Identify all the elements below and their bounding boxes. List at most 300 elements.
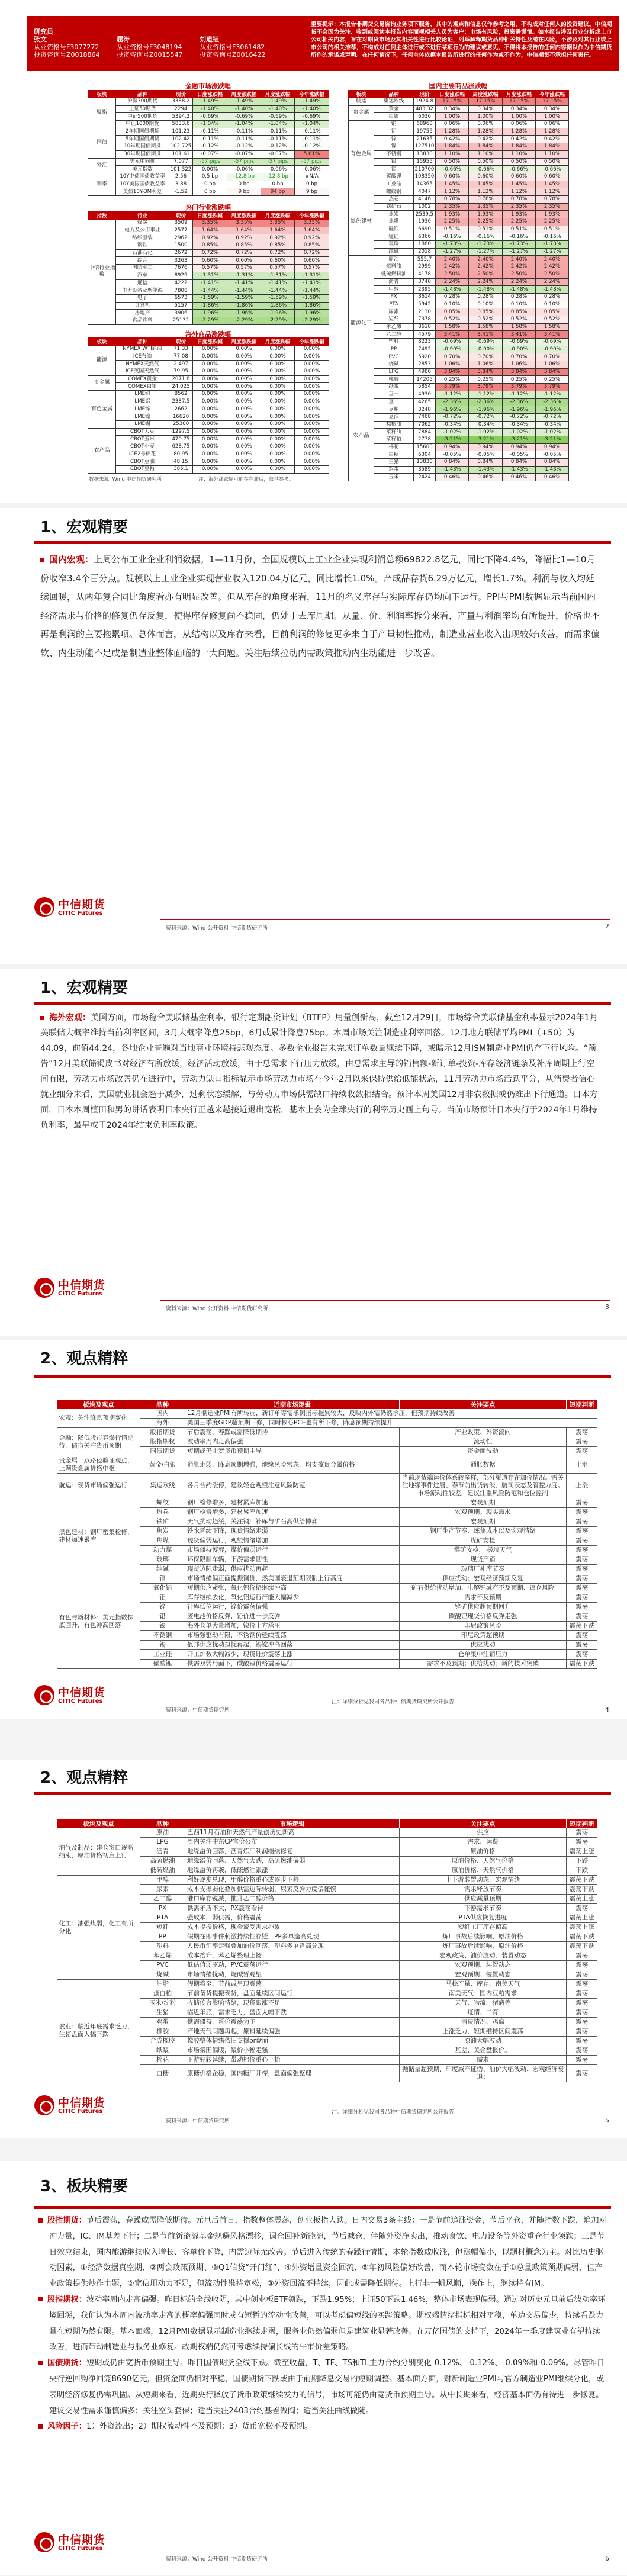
table-row [88,346,329,353]
name-cell: 沪深300期货 [116,98,169,106]
change-cell: 2.24% [436,278,469,286]
price-cell: 14365 [414,181,436,188]
focus-cell: 宏观预期 [400,1498,567,1508]
name-cell: 锰硅 [374,233,414,241]
name-cell: 钢铁 [116,242,169,250]
judgement-cell: 震荡 [567,1641,597,1650]
change-cell: 0.51% [436,226,469,233]
logic-cell: 短期或仍由宽货币预期主导 [185,1447,400,1456]
name-cell: 电子 [116,294,169,302]
change-cell: -0.05% [503,451,536,459]
change-cell: -1.44% [261,287,295,295]
group-cell: 农产品 [88,428,116,473]
paragraph-bond-futures [38,2356,607,2419]
table-row [349,339,569,346]
price-cell: 80.95 [169,451,193,458]
page-number: 2 [605,922,609,930]
change-cell: 0.00% [227,420,261,428]
price-cell: 8929 [169,272,193,279]
focus-cell: 短纤工厂库存偏高 [400,1923,567,1932]
focus-cell: 流动性 [400,1437,567,1447]
change-cell: 0.00% [295,420,329,428]
change-cell: 2.50% [469,271,503,278]
name-cell: CBOT大豆 [116,428,169,436]
name-cell: 煤炭 [116,220,169,227]
judgement-cell: 震荡 [567,1555,597,1565]
logic-cell: 市场强驱动有限，不锈钢价延续震荡 [185,1631,400,1641]
price-cell: 2962 [169,234,193,242]
price-cell: 4265 [414,398,436,406]
citic-emblem-icon [34,1278,54,1298]
focus-cell: 需求、运费 [400,1838,567,1847]
section-title: 3、板块精要 [40,2178,128,2195]
logo-en: CITIC Futures [58,2545,103,2552]
change-cell: 1.06% [503,361,536,369]
name-cell: 橡胶 [374,376,414,384]
column-header: 板块及观点 [57,1819,140,1828]
logic-cell: 库存继续去化，氧化铝运行产能大幅减少 [185,1593,400,1603]
logic-cell: 人民币汇率走强叠加油价回落，塑料多单逢高兑现 [185,1942,400,1951]
change-cell: 0.00% [295,466,329,474]
name-cell: 铜 [374,121,414,128]
change-cell: 0.85% [261,242,295,250]
change-cell: 0.46% [436,474,469,481]
product-cell: 苯乙烯 [140,1951,185,1961]
change-cell: 0 bp [295,181,329,188]
change-cell: 1.93% [536,211,569,218]
table-row [88,265,329,272]
logic-cell: 海外仓单大量增加，镍价上方承压 [185,1622,400,1631]
change-cell: 1.84% [436,143,469,151]
table-row [349,361,569,369]
change-cell: 0.00% [295,361,329,368]
author-consult: 投资咨询号Z0016422 [200,51,266,59]
column-header: 行业 [116,212,169,220]
change-cell: 2.35% [503,203,536,211]
change-cell: -1.48% [436,286,469,294]
price-cell: 13830 [414,459,436,467]
name-cell: 石油石化 [116,249,169,257]
change-cell: 0.10% [436,301,469,308]
price-cell: 5854 [414,384,436,391]
table-row [88,121,329,128]
finance-table-title: 金融市场涨跌幅 [185,82,231,90]
focus-cell: 炼厂事故后续影响、原油价格 [400,1932,567,1942]
change-cell: 0.00% [193,368,227,376]
table-row [88,173,329,181]
author-license: 从业资格号F3077272 [34,43,99,51]
price-cell: 77.08 [169,353,193,361]
change-cell: 9 bp [227,188,261,196]
product-cell: 铝 [140,1593,185,1603]
product-cell: 高硫燃油 [140,1857,185,1866]
change-cell: 0.00% [295,353,329,361]
change-cell: 0.00% [193,353,227,361]
focus-cell: 宏观预期 [400,1517,567,1527]
product-cell: 低硫燃油 [140,1866,185,1876]
change-cell: -0.72% [503,413,536,421]
change-cell: 2.25% [503,218,536,226]
change-cell: 3.84% [536,368,569,376]
change-cell: 0.00% [295,406,329,413]
change-cell: -1.02% [536,429,569,436]
column-header: 关注要点 [400,1400,567,1409]
name-cell: 黄金 [374,105,414,113]
price-cell: 5920 [414,353,436,361]
judgement-cell: 震荡 [567,1961,597,1970]
paragraph-label: 股指期权： [47,2295,86,2304]
product-cell: 烧碱 [140,1970,185,1980]
title-divider [34,541,611,544]
change-cell: 0.60% [295,257,329,265]
name-cell: 食品饮料 [116,317,169,324]
table-row [57,1474,597,1498]
name-cell: CBOT豆油 [116,458,169,466]
focus-cell: 下游需求节奏 [400,1904,567,1913]
price-cell: 101.23 [169,128,193,136]
judgement-cell: 震荡 [567,2037,597,2046]
table-row [349,421,569,429]
table-row [57,1428,597,1437]
change-cell: -1.73% [469,241,503,249]
table-row [88,451,329,458]
column-header: 月度涨跌幅 [261,338,295,346]
product-cell: 乙二醇 [140,1895,185,1904]
judgement-cell: 震荡 [567,1650,597,1660]
group-cell: 农产品 [349,391,374,481]
name-cell: 原油 [374,256,414,263]
table-row [88,317,329,324]
price-cell: 555.7 [414,256,436,263]
table-row [349,256,569,263]
change-cell: 0.92% [295,234,329,242]
focus-cell: 炼厂事故后续影响、原油价格 [400,1942,567,1951]
change-cell: -0.06% [227,166,261,173]
footer-divider [160,1300,610,1301]
change-cell: 3.41% [536,331,569,339]
logic-cell: 成本抬升，苯乙烯整理上扬 [185,1951,400,1961]
price-cell: 2662 [169,406,193,413]
judgement-cell: 下跌 [567,1857,597,1866]
change-cell: 0.00% [227,406,261,413]
name-cell: 热卷 [374,195,414,203]
name-cell: ICE布油 [116,353,169,361]
change-cell: -1.96% [261,310,295,317]
price-cell: 102.725 [169,143,193,151]
judgement-cell: 震荡 [567,1980,597,1989]
table-row [349,136,569,143]
change-cell: 0.94% [436,443,469,451]
price-cell: 7808 [169,287,193,295]
change-cell: 0.00% [193,391,227,398]
focus-cell: 天气、物流，猪病等 [400,1999,567,2008]
price-cell: 2778 [414,436,436,443]
name-cell: 计算机 [116,302,169,310]
change-cell: 2.24% [469,278,503,286]
logic-cell: 供需矛盾不大，PX震荡看待 [185,1904,400,1913]
product-cell: 螺纹 [140,1498,185,1508]
change-cell: 0.00% [227,361,261,368]
change-cell: 3.35% [193,220,227,227]
change-cell: -0.11% [227,136,261,143]
change-cell: 0.00% [227,391,261,398]
table-row [349,278,569,286]
table-row [349,376,569,384]
focus-cell: 宏观预期。现实需求 [400,1508,567,1517]
change-cell: -0.11% [227,128,261,136]
logic-cell: 利好逐步兑现，甲醇价格重心或逐步下移 [185,1876,400,1885]
change-cell: 0.10% [503,301,536,308]
change-cell: 1.12% [469,188,503,196]
logic-cell: 地缘溢价回落、天然气大跌，高硫燃油偏弱 [185,1857,400,1866]
logic-cell: 下游好转延续，带动棉价重心上抬 [185,2056,400,2065]
change-cell: -0.07% [261,150,295,158]
change-cell: -0.72% [536,413,569,421]
name-cell: CBOT玉米 [116,436,169,443]
bullet-icon [38,2297,43,2301]
change-cell: 0.00% [193,466,227,474]
table-row [349,98,569,106]
price-cell: 19755 [414,128,436,136]
sector-view-cell: 黑色建材：钢厂密集检修，建材加速累库 [57,1498,140,1574]
name-cell: 30年期国债期货 [116,150,169,158]
product-cell: 碳酸锂 [140,1660,185,1669]
product-cell: 油脂 [140,1980,185,1989]
group-cell: 黑色建材 [349,188,374,256]
judgement-cell: 震荡 [567,1999,597,2008]
column-header: 板块 [349,91,374,98]
name-cell: 焦煤 [374,218,414,226]
paragraph-label: 风险因子： [47,2422,86,2432]
name-cell: 纸浆 [374,384,414,391]
disclaimer: 重要提示：本报告非期货交易咨询业务项下服务，其中的观点和信息仅作参考之用，不构成对任何人的投资建议。中信期货不会因为关注、收到或阅读本报告内容而视相关人员为客户；市场有风险，投资需谨慎。如本报告涉及行业分析或上市公司相关内容，旨在对期货市场及其相关性进行比较论证，列举解释期货品种相关特性及潜在风险，不涉及对其行业或上市公司的相关推荐，不构成对任何主体进行或不进行某项行为的建议或意见，不得将本报告的任何内容据以作为中信期货所作的承诺或声明。在任何情况下，任何主体依据本报告所进行的任何作为或不作为，中信期货不承担任何责任。 [311,21,612,59]
price-cell: 3740 [414,278,436,286]
name-cell: 10Y美国国债收益率 [116,181,169,188]
footer-source: 资料来源：中信期货研究所 [166,2118,230,2124]
citic-emblem-icon [34,2095,54,2115]
logic-cell: 低估值弱驱动，PVC震荡运行 [185,1961,400,1970]
change-cell: -0.05% [536,451,569,459]
slide-domestic-macro [0,508,627,964]
logic-cell: 巴西11月石油和天然气产量创历史新高 [185,1828,400,1838]
change-cell: -1.73% [536,241,569,249]
judgement-cell: 震荡 [567,1447,597,1456]
change-cell: 0.10% [469,301,503,308]
table-row [349,459,569,467]
change-cell: -0.66% [436,166,469,173]
change-cell: -1.41% [261,279,295,287]
price-cell: 2577 [169,227,193,234]
column-header: 市场逻辑 [185,1819,400,1828]
logic-cell: 市场情绪偏正面提振铜价，然美国衰退预期限制上行高度 [185,1574,400,1584]
name-cell: 铁矿石 [374,203,414,211]
judgement-cell: 震荡 [567,1904,597,1913]
table-row [349,211,569,218]
citic-emblem-icon [34,2532,54,2552]
judgement-cell: 震荡下跌 [567,1942,597,1951]
price-cell: 14205 [414,376,436,384]
citic-emblem-icon [34,897,54,917]
focus-cell: 矿石供给扰动增加、电解铝减产不及预期、逼仓风险 [400,1584,567,1593]
logic-cell: 收储传言影响情绪，现货跟涨不足 [185,1999,400,2008]
table-row [57,1876,597,1885]
change-cell: 0 bp [193,188,227,196]
name-cell: 豆油 [374,413,414,421]
change-cell: 0.00% [261,383,295,391]
change-cell: 1.84% [536,143,569,151]
price-cell: 8614 [414,293,436,301]
column-header: 现价 [414,91,436,98]
change-cell: 0.85% [469,308,503,316]
header-row [349,91,569,98]
table-row [88,166,329,173]
table-row [57,1409,597,1419]
name-cell: 玉米 [374,474,414,481]
paragraph-text: 节后震荡，春躁或需降低期待。元旦后首日，指数整体震荡，创业板指大跌。日内交易3条主线：一是节前追涨资金，节后平仓，并随指数下跌，追加对冲力量，IC、IM基差下行；二是节前新能源基金规避风格漂移，调仓回补新能源，节后减仓，伴随外资净卖出，推动食饮、电力设备等外资重仓行业领跌；三是节日效应结束，国内旅游继续收入增长、客单价下降，内需边际无改善。节后进入传统的春躁行情期，本轮指数或收涨，但涨幅偏小，以题材概念为主。对比历史驱动因素，①经济数据真空期、②两会政策预期、③Q1信贷“开门红”、④外资增量资金回流、⑤年初风险偏好改善，而本轮市场变数在于①总量政策预期偏弱，但产业政策提供炒作主题，②宽信用动力不足，但流动性维持宽松，③外资回流不持续，因此或需降低期待。上行非一帆风顺，操作上，继续持有IM。 [49,2216,607,2289]
views-table [57,1400,597,1669]
change-cell: -1.31% [261,272,295,279]
table-row [349,218,569,226]
change-cell: -1.40% [193,105,227,113]
price-cell: 386.1 [169,466,193,474]
table-row [88,353,329,361]
change-cell: -1.59% [261,294,295,302]
focus-cell: 原油价格、天然气价格 [400,1866,567,1876]
column-header: 短期判断 [567,1819,597,1828]
logic-cell: 临近年底，需求乏力，盘面大幅下跌 [185,2008,400,2018]
page-number: 4 [605,1706,609,1713]
price-cell: 4178 [414,271,436,278]
column-header: 近期市场逻辑 [185,1400,400,1409]
change-cell: -0.66% [536,166,569,173]
change-cell: 1.58% [469,323,503,331]
footer-note: 注：详细分析见我司各品种中信期货研究所公开报告 [332,2109,455,2115]
product-cell: 国内 [140,1409,185,1419]
change-cell: -1.31% [193,272,227,279]
price-cell: 24.025 [169,383,193,391]
group-cell: 有色金属 [88,391,116,428]
price-cell: 4146 [414,195,436,203]
change-cell: 1.12% [436,188,469,196]
table-row [349,308,569,316]
name-cell: 美元指数 [116,166,169,173]
column-header: 现价 [169,91,193,98]
name-cell: 不锈钢 [374,150,414,158]
change-cell: 5.61% [295,150,329,158]
paragraph-index-futures [38,2213,607,2292]
change-cell: 0.00% [261,406,295,413]
change-cell: -1.49% [193,98,227,106]
focus-cell: 马棕产量、库存，南美天气 [400,1980,567,1989]
price-cell: 2018 [414,248,436,256]
logic-cell: 港口库存锐减，推升乙二醇价格 [185,1895,400,1904]
change-cell: 1.64% [193,227,227,234]
column-header: 周度涨跌幅 [227,212,261,220]
table-row [349,466,569,474]
industry-table [88,211,329,325]
name-cell: PVC [374,353,414,361]
name-cell: 尿素 [374,308,414,316]
table-row [349,195,569,203]
name-cell: 苯乙烯 [374,323,414,331]
name-cell: 豆粕 [374,406,414,414]
name-cell: ICE2号棉花 [116,451,169,458]
table-row [88,361,329,368]
price-cell: 101.61 [169,150,193,158]
judgement-cell: 震荡下跌 [567,1876,597,1885]
table-row [349,353,569,361]
domestic-table [348,90,569,481]
title-divider [34,1002,611,1005]
change-cell: 0.00% [295,443,329,451]
logic-cell: 短期供应紧张，氧化铝价格继续冲高 [185,1584,400,1593]
name-cell: 锌 [374,136,414,143]
change-cell: 0.00% [193,443,227,451]
product-cell: 动力煤 [140,1546,185,1555]
column-header: 日度涨跌幅 [193,338,227,346]
logic-cell: 节后震荡，春躁或需降低期待 [185,1428,400,1437]
change-cell: 1.93% [503,211,536,218]
change-cell: 1.45% [469,181,503,188]
change-cell: 0 bp [193,181,227,188]
table-row [88,466,329,474]
author-consult: 投资咨询号Z0015547 [117,51,183,59]
change-cell: -0.07% [193,150,227,158]
table-row [349,173,569,181]
sector-view-cell: 贵金属：双路径验证观点，上调贵金属价格中枢 [57,1456,140,1474]
table-row [88,220,329,227]
change-cell: 0.00% [227,458,261,466]
change-cell: -1.27% [503,248,536,256]
change-cell: 1.06% [469,361,503,369]
change-cell: 1.10% [503,150,536,158]
slide-views-1 [0,1340,627,1719]
price-cell: 7492 [414,346,436,353]
change-cell: -0.90% [436,346,469,353]
bullet-icon [38,2218,43,2223]
name-cell: 美元中间价 [116,158,169,166]
change-cell: 1.06% [436,361,469,369]
change-cell: 3.79% [503,384,536,391]
table-row [88,458,329,466]
group-cell: 中信行业指数 [88,220,116,325]
change-cell: 0.28% [436,293,469,301]
column-header: 今年涨跌幅 [295,338,329,346]
judgement-cell: 震荡 [567,2065,597,2082]
change-cell: -0.69% [295,113,329,121]
change-cell: 0.72% [295,249,329,257]
change-cell: -2.29% [227,317,261,324]
name-cell: PTA [374,301,414,308]
focus-cell: 消费情况、鸡瘟 [400,2018,567,2027]
column-header: 品种 [140,1400,185,1409]
section-title: 1、宏观精要 [40,519,128,536]
change-cell: 0.42% [436,136,469,143]
sector-view-cell: 宏观：关注降息预期变化 [57,1409,140,1428]
change-cell: 2.42% [436,263,469,271]
change-cell: 0.57% [193,265,227,272]
table-row [88,158,329,166]
name-cell: 鸡蛋 [374,466,414,474]
change-cell: 0.00% [227,383,261,391]
change-cell: -1.41% [295,279,329,287]
logic-cell: 地缘溢价再袭，低硫燃油跟涨 [185,1866,400,1876]
change-cell: 3.79% [469,384,503,391]
column-header: 今年涨跌幅 [295,212,329,220]
name-cell: LME锌 [116,406,169,413]
change-cell: 9 bp [295,188,329,196]
group-cell: 外汇 [88,158,116,173]
